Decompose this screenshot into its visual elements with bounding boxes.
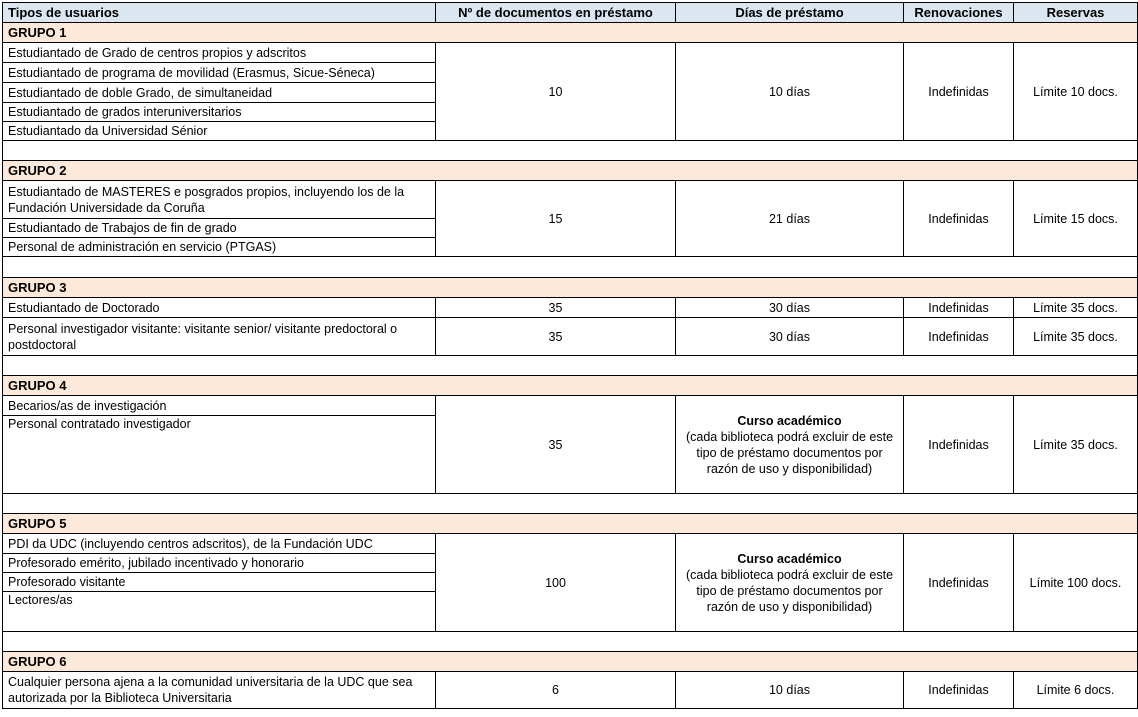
user-type-cell: Cualquier persona ajena a la comunidad universitaria de la UDC que sea autorizada por la Biblioteca Universitaria: [3, 672, 436, 709]
user-type-cell: Personal investigador visitante: visitante senior/ visitante predoctoral o postdoctoral: [3, 318, 436, 356]
documents-cell: 35: [436, 396, 676, 494]
loan-days-title: Curso académico: [737, 413, 842, 428]
user-type-cell: Becarios/as de investigación: [3, 396, 436, 416]
loan-days-note: (cada biblioteca podrá excluir de este tipo de préstamo documentos por razón de uso y disponibilidad): [685, 429, 894, 476]
spacer-row: [3, 141, 1138, 161]
renewals-cell: Indefinidas: [904, 318, 1014, 356]
group-title: GRUPO 1: [3, 23, 1138, 43]
reservations-cell: Límite 35 docs.: [1014, 298, 1138, 318]
header-tipos: Tipos de usuarios: [3, 3, 436, 23]
reservations-cell: Límite 15 docs.: [1014, 181, 1138, 257]
documents-cell: 35: [436, 318, 676, 356]
table-row: [3, 318, 1138, 356]
table-row: [3, 43, 1138, 63]
group-title: GRUPO 6: [3, 652, 1138, 672]
renewals-cell: Indefinidas: [904, 43, 1014, 141]
user-type-cell: Estudiantado de Trabajos de fin de grado: [3, 219, 436, 238]
user-type-cell: Estudiantado de MASTERES e posgrados propios, incluyendo los de la Fundación Universidade da Coruña: [3, 181, 436, 219]
reservations-cell: Límite 6 docs.: [1014, 672, 1138, 709]
loan-days-title: Curso académico: [737, 551, 842, 566]
renewals-cell: Indefinidas: [904, 181, 1014, 257]
loan-policy-table: [2, 2, 1138, 709]
group-title: GRUPO 4: [3, 376, 1138, 396]
loan-days-cell: 21 días: [676, 181, 904, 257]
spacer-row: [3, 632, 1138, 652]
group-4-header: [3, 376, 1138, 396]
user-type-cell: Profesorado emérito, jubilado incentivado y honorario: [3, 554, 436, 573]
user-type-cell: Estudiantado de Doctorado: [3, 298, 436, 318]
documents-cell: 15: [436, 181, 676, 257]
loan-days-note: (cada biblioteca podrá excluir de este tipo de préstamo documentos por razón de uso y disponibilidad): [685, 567, 894, 614]
header-reservas: Reservas: [1014, 3, 1138, 23]
group-1-header: [3, 23, 1138, 43]
renewals-cell: Indefinidas: [904, 534, 1014, 632]
header-row: [3, 3, 1138, 23]
user-type-cell: Estudiantado de programa de movilidad (Erasmus, Sicue-Séneca): [3, 63, 436, 83]
renewals-cell: Indefinidas: [904, 672, 1014, 709]
loan-days-cell: [676, 534, 904, 632]
loan-days-cell: 10 días: [676, 43, 904, 141]
renewals-cell: Indefinidas: [904, 396, 1014, 494]
table-row: [3, 396, 1138, 416]
user-type-cell: Estudiantado de grados interuniversitarios: [3, 103, 436, 122]
user-type-cell: Personal contratado investigador: [3, 416, 436, 494]
header-renovaciones: Renovaciones: [904, 3, 1014, 23]
documents-cell: 35: [436, 298, 676, 318]
loan-days-cell: 30 días: [676, 298, 904, 318]
reservations-cell: Límite 35 docs.: [1014, 396, 1138, 494]
group-2-header: [3, 161, 1138, 181]
loan-days-cell: 30 días: [676, 318, 904, 356]
user-type-cell: Profesorado visitante: [3, 573, 436, 592]
table-row: [3, 298, 1138, 318]
table-row: [3, 181, 1138, 219]
renewals-cell: Indefinidas: [904, 298, 1014, 318]
user-type-cell: Estudiantado da Universidad Sénior: [3, 122, 436, 141]
header-documentos: Nº de documentos en préstamo: [436, 3, 676, 23]
group-3-header: [3, 278, 1138, 298]
user-type-cell: PDI da UDC (incluyendo centros adscritos), de la Fundación UDC: [3, 534, 436, 554]
user-type-cell: Lectores/as: [3, 592, 436, 632]
group-title: GRUPO 3: [3, 278, 1138, 298]
spacer-row: [3, 257, 1138, 278]
reservations-cell: Límite 35 docs.: [1014, 318, 1138, 356]
table-row: [3, 534, 1138, 554]
reservations-cell: Límite 10 docs.: [1014, 43, 1138, 141]
loan-days-cell: [676, 396, 904, 494]
documents-cell: 10: [436, 43, 676, 141]
reservations-cell: Límite 100 docs.: [1014, 534, 1138, 632]
group-title: GRUPO 2: [3, 161, 1138, 181]
group-title: GRUPO 5: [3, 514, 1138, 534]
user-type-cell: Estudiantado de doble Grado, de simultaneidad: [3, 83, 436, 103]
header-dias: Días de préstamo: [676, 3, 904, 23]
loan-days-cell: 10 días: [676, 672, 904, 709]
spacer-row: [3, 494, 1138, 514]
user-type-cell: Personal de administración en servicio (PTGAS): [3, 238, 436, 257]
group-6-header: [3, 652, 1138, 672]
spacer-row: [3, 356, 1138, 376]
user-type-cell: Estudiantado de Grado de centros propios y adscritos: [3, 43, 436, 63]
group-5-header: [3, 514, 1138, 534]
documents-cell: 6: [436, 672, 676, 709]
table-row: [3, 672, 1138, 709]
documents-cell: 100: [436, 534, 676, 632]
